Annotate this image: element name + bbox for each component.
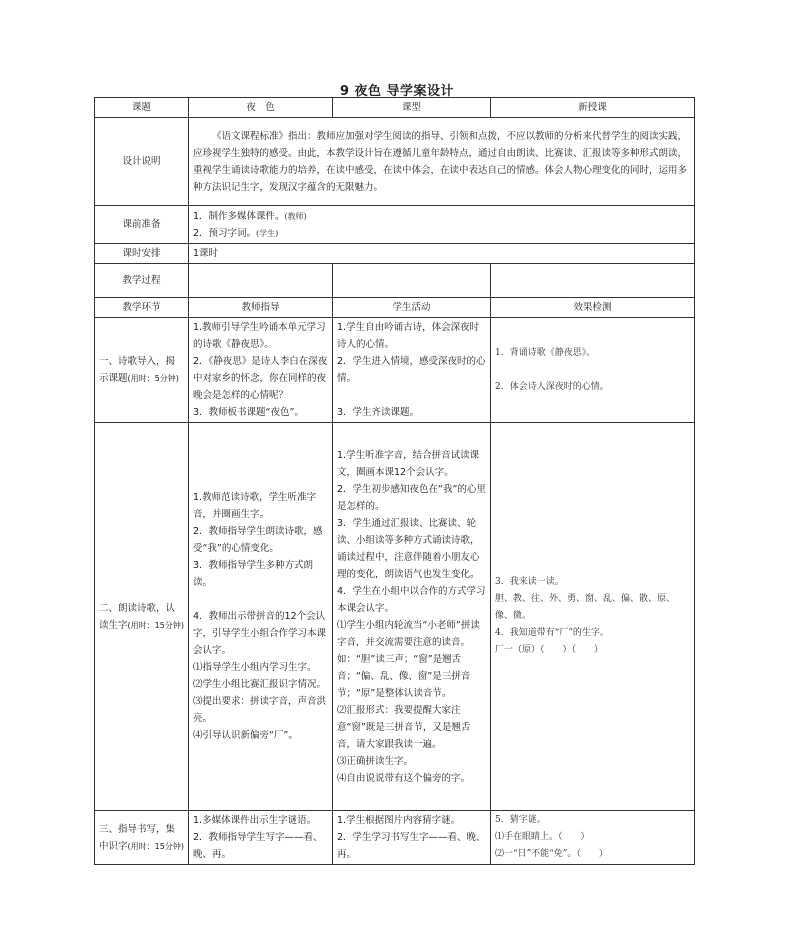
time-label: 课时安排 [95,244,189,264]
effect-item: 厂一（原）（ ）（ ） [495,645,604,655]
student-cell [333,811,491,865]
effect-cell [491,318,695,423]
teacher-step: 3．教师板书课题“夜色”。 [193,407,304,418]
student-substep: ⑶正确拼读生字。 [337,755,414,767]
student-step: 4．学生在小组中以合作的方式学习本课会认字。 [337,585,486,614]
teacher-cell [189,423,333,811]
col-effect: 效果检测 [491,298,695,318]
teacher-step: 4．教师出示带拼音的12个会认字，引导学生小组合作学习本课会认字。 [193,611,327,656]
teacher-step: 1.教师引导学生吟诵本单元学习的诗歌《静夜思》。 [193,322,326,350]
stage-cell [95,811,189,865]
prep-note-2: (学生) [256,228,279,238]
header-row [95,98,695,118]
stage-title: 二、朗读诗歌，认读生字 [99,602,176,631]
lesson-plan-table [94,97,695,865]
process-empty-1 [189,264,333,298]
student-step: 2．学生学习书写生字——看、晚、再。 [337,832,486,860]
teacher-step: 3．教师指导学生多种方式朗读。 [193,560,314,588]
student-step: 3．学生齐读课题。 [337,407,420,418]
topic-value: 夜 色 [189,98,333,118]
stage-duration: (用时：5分钟) [127,374,179,383]
document-title: 9 夜色 导学案设计 [339,84,455,99]
stage-title: 一、诗歌导入，揭示课题 [99,356,176,384]
time-value: 1课时 [189,244,695,264]
lesson-type-value: 新授课 [491,98,695,118]
teacher-step: 2．《静夜思》是诗人李白在深夜中对家乡的怀念，你在同样的夜晚会是怎样的心情呢？ [193,356,328,401]
effect-item: ⑴手在眼睛上。（ ） [495,832,590,842]
effect-item: ⑵一“日”不能“免”。（ ） [495,849,608,859]
effect-item: 4．我知道带有“厂”的生字。 [495,628,609,638]
teacher-substep: ⑷引导认识新偏旁“厂”。 [193,730,298,741]
teacher-cell [189,811,333,865]
student-step: 3．学生通过汇报读、比赛读、轮读、小组读等多种方式诵读诗歌，诵读过程中，注意伴随着小朋友心理的变化，朗读语气也发生变化。 [337,517,480,580]
effect-item: 5．猜字谜。 [495,815,546,825]
stage-duration: (用时：15分钟) [127,841,184,851]
prep-label: 课前准备 [95,206,189,244]
student-substep: ⑴学生小组内轮流当“小老师”拼读字音，并交流需要注意的读音。如：“胆”读三声；“窗”是翘舌音；“偏、乱、像、窗”是三拼音节；“原”是整体认读音节。 [337,619,480,699]
prep-item-2: 2．预习字词。 [193,227,257,239]
effect-item: 3．我来读一读。 [495,577,564,587]
stage-row-2 [95,423,695,811]
teacher-step: 2．教师指导学生写字——看、晚、再。 [193,832,323,860]
teacher-step: 1.多媒体课件出示生字谜语。 [193,815,317,826]
student-substep: ⑵汇报形式：我要提醒大家注意“窗”既是三拼音节，又是翘舌音，请大家跟我读一遍。 [337,704,471,750]
column-header-row [95,298,695,318]
process-empty-3 [491,264,695,298]
prep-content [189,206,695,244]
teacher-cell [189,318,333,423]
effect-item: 2．体会诗人深夜时的心情。 [495,381,609,392]
teacher-step: 2．教师指导学生朗读诗歌，感受“我”的心情变化。 [193,526,323,554]
col-student: 学生活动 [333,298,491,318]
teacher-substep: ⑴指导学生小组内学习生字。 [193,662,317,673]
teacher-step: 1.教师范读诗歌，学生听准字音，并圈画生字。 [193,492,317,520]
stage-title: 三、指导书写，集中识字 [99,823,176,852]
effect-cell [491,423,695,811]
lesson-type-label: 课型 [333,98,491,118]
stage-row-1 [95,318,695,423]
student-step: 1.学生自由吟诵古诗，体会深夜时诗人的心情。 [337,322,480,350]
student-cell [333,423,491,811]
student-step: 2．学生初步感知夜色在“我”的心里是怎样的。 [337,483,486,512]
design-row [95,118,695,206]
topic-label: 课题 [95,98,189,118]
prep-note-1: (教师) [284,211,307,221]
effect-item: 胆、教、往、外、勇、窗、乱、偏、散、原、像、微。 [495,594,676,621]
stage-cell [95,423,189,811]
student-cell [333,318,491,423]
stage-cell [95,318,189,423]
prep-row [95,206,695,244]
teacher-substep: ⑵学生小组比赛汇报识字情况。 [193,679,327,690]
student-step: 1.学生根据图片内容猜字谜。 [337,815,461,826]
student-step: 1.学生听准字音，结合拼音试读课文，圈画本课12个会认字。 [337,449,480,478]
design-paragraph: 《语文课程标准》指出：教师应加强对学生阅读的指导、引领和点拨，不应以教师的分析来代替学生的阅读实践，应珍视学生独特的感受。由此，本教学设计旨在遵循儿童年龄特点，通过自由朗读、比赛读、汇报读等多种形式朗读，重视学生诵读诗歌能力的培养，在读中感受，在读中体会，在读中表达自己的情感。体会人物心理变化的同时，运用多种方法识记生字，发现汉字蕴含的无限魅力。 [193,130,688,193]
col-teacher: 教师指导 [189,298,333,318]
teacher-substep: ⑶提出要求：拼读字音，声音洪亮。 [193,696,327,724]
process-empty-2 [333,264,491,298]
design-label: 设计说明 [95,118,189,206]
process-label: 教学过程 [95,264,189,298]
effect-item: 1．背诵诗歌《静夜思》。 [495,347,596,358]
student-step: 2．学生进入情境，感受深夜时的心情。 [337,356,486,384]
effect-cell [491,811,695,865]
design-text [189,118,695,206]
time-row [95,244,695,264]
prep-item-1: 1．制作多媒体课件。 [193,210,285,222]
stage-row-3 [95,811,695,865]
process-row [95,264,695,298]
col-stage: 教学环节 [95,298,189,318]
student-substep: ⑷自由说说带有这个偏旁的字。 [337,772,471,784]
stage-duration: (用时：15分钟) [127,620,184,630]
